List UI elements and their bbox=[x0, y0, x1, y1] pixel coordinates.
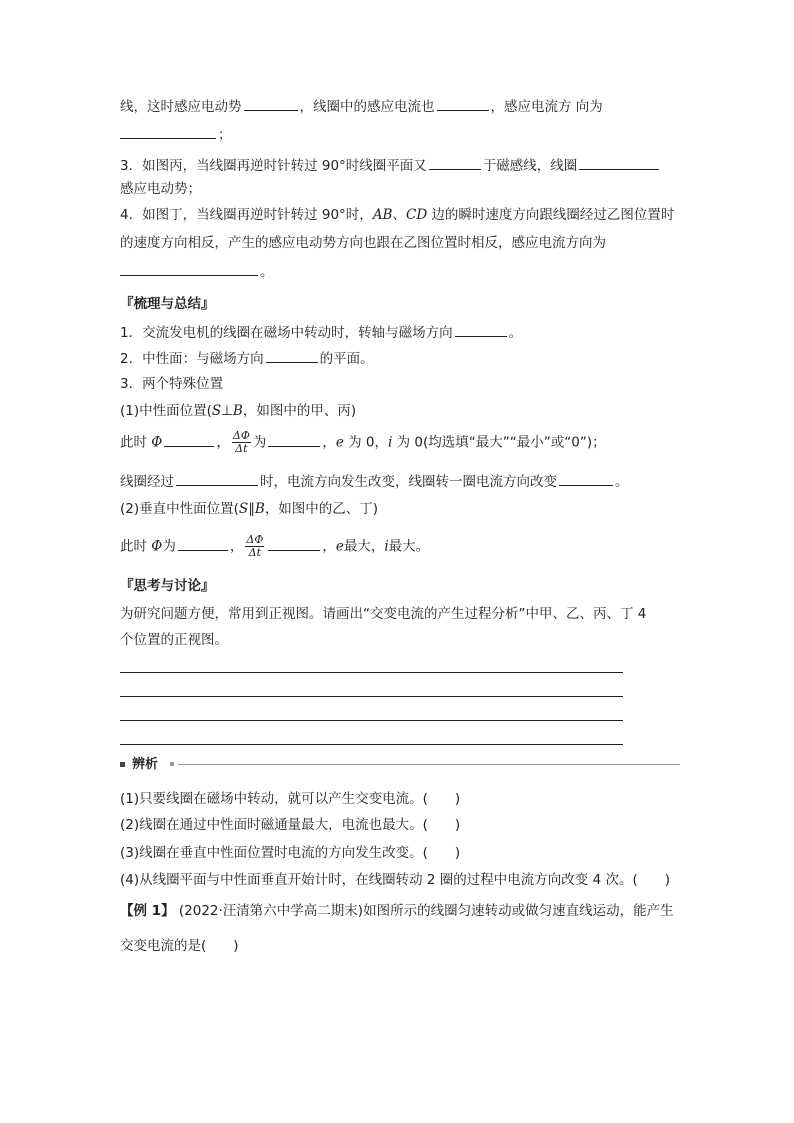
text: 如图所示的线圈匀速转动或做匀速直线运动，能产生 bbox=[363, 903, 674, 919]
text: ； bbox=[218, 127, 232, 143]
text: ΔΦ bbox=[246, 533, 264, 546]
text-line bbox=[120, 96, 603, 117]
dot-icon bbox=[170, 762, 174, 766]
text: B bbox=[254, 501, 265, 517]
text: 2．中性面：与磁场方向 bbox=[120, 351, 264, 367]
text: AB bbox=[372, 207, 393, 223]
text: CD bbox=[405, 207, 428, 223]
text: 4．如图丁，当线圈再逆时针转过 90°时， bbox=[120, 207, 373, 223]
text: 。 bbox=[508, 325, 523, 341]
text: (2)垂直中性面位置( bbox=[120, 501, 239, 517]
judge-item: (1)只要线圈在磁场中转动，就可以产生交变电流。( ) bbox=[120, 791, 461, 807]
answer-blank[interactable] bbox=[268, 432, 320, 447]
example-line bbox=[120, 901, 674, 921]
judge-item: (3)线圈在垂直中性面位置时电流的方向发生改变。( ) bbox=[120, 845, 461, 861]
text: 3．两个特殊位置 bbox=[120, 376, 224, 392]
answer-blank[interactable] bbox=[244, 96, 298, 111]
text: 、 bbox=[392, 207, 406, 223]
text: 最大。 bbox=[388, 538, 430, 555]
text: ，如图中的乙、丁) bbox=[264, 501, 379, 517]
text: i bbox=[384, 538, 389, 555]
fraction bbox=[232, 430, 251, 455]
text: 1．交流发电机的线圈在磁场中转动时，转轴与磁场方向 bbox=[120, 325, 453, 341]
bianxi-divider bbox=[120, 757, 680, 773]
example-source: (2022·汪清第六中学高二期末) bbox=[178, 903, 364, 919]
text-line bbox=[120, 322, 522, 343]
text-line bbox=[120, 401, 356, 421]
text: 的平面。 bbox=[319, 351, 374, 367]
text-line bbox=[120, 179, 201, 199]
text: ， bbox=[229, 538, 244, 555]
answer-line[interactable] bbox=[120, 672, 623, 673]
text-line bbox=[120, 374, 223, 394]
answer-blank[interactable] bbox=[429, 155, 481, 170]
text: e bbox=[335, 538, 344, 555]
text: ∥ bbox=[248, 501, 255, 517]
text: 感应电动势； bbox=[120, 181, 201, 197]
text: 此时 bbox=[120, 434, 152, 451]
text-line bbox=[120, 471, 629, 492]
text: 为研究问题方便，常用到正视图。请画出“交变电流的产生过程分析”中甲、乙、丙、丁 4 bbox=[120, 606, 647, 622]
text: ，如图中的甲、丙) bbox=[242, 403, 357, 419]
text-line bbox=[120, 233, 606, 253]
text: B bbox=[232, 403, 243, 419]
square-bullet-icon bbox=[120, 762, 125, 767]
text-line bbox=[120, 499, 378, 519]
text: ，线圈中的感应电流也 bbox=[299, 99, 435, 115]
text: i bbox=[388, 434, 393, 451]
text-line bbox=[120, 534, 429, 559]
example-tag: 【例 1】 bbox=[120, 903, 175, 919]
text: 于磁感线，线圈 bbox=[482, 158, 578, 174]
text: 线圈经过 bbox=[120, 474, 174, 490]
text: 个位置的正视图。 bbox=[120, 632, 228, 648]
text: 3．如图丙，当线圈再逆时针转过 90°时线圈平面又 bbox=[120, 158, 427, 174]
text-line bbox=[120, 936, 239, 956]
text-line bbox=[120, 430, 606, 455]
answer-blank[interactable] bbox=[266, 348, 318, 363]
text: (1)中性面位置( bbox=[120, 403, 212, 419]
text: 线，这时感应电动势 bbox=[120, 99, 242, 115]
text: ， bbox=[322, 538, 336, 555]
text: ⊥ bbox=[221, 403, 233, 419]
text-line bbox=[120, 630, 228, 650]
text: 为 0(均选填“最大”“最小”或“0”)； bbox=[392, 434, 606, 451]
text: e bbox=[335, 434, 344, 451]
section-heading: 『思考与讨论』 bbox=[120, 578, 215, 594]
text: 为 0， bbox=[343, 434, 389, 451]
text: S bbox=[238, 501, 249, 517]
text: 最大， bbox=[343, 538, 385, 555]
text: 时，电流方向发生改变，线圈转一圈电流方向改变 bbox=[260, 474, 557, 490]
text: 的速度方向相反，产生的感应电动势方向也跟在乙图位置时相反，感应电流方向为 bbox=[120, 235, 606, 251]
answer-blank[interactable] bbox=[559, 471, 613, 486]
section-label: 辨析 bbox=[132, 757, 159, 772]
section-heading: 『梳理与总结』 bbox=[120, 296, 215, 312]
text: 此时 bbox=[120, 538, 152, 555]
answer-line[interactable] bbox=[120, 744, 623, 745]
text-line bbox=[120, 604, 646, 624]
answer-blank[interactable] bbox=[437, 96, 489, 111]
text: Φ bbox=[151, 538, 163, 555]
text: 为 bbox=[252, 434, 267, 451]
text: Δt bbox=[235, 442, 248, 455]
answer-blank[interactable] bbox=[455, 322, 507, 337]
answer-line[interactable] bbox=[120, 696, 623, 697]
answer-blank[interactable] bbox=[164, 432, 214, 447]
text: Φ bbox=[151, 434, 163, 451]
text: ，感应电流方 向为 bbox=[490, 99, 603, 115]
judge-item: (4)从线圈平面与中性面垂直开始计时，在线圈转动 2 圈的过程中电流方向改变 4 次。( ) bbox=[120, 872, 670, 888]
text: S bbox=[211, 403, 222, 419]
answer-line[interactable] bbox=[120, 720, 623, 721]
fraction bbox=[245, 534, 264, 559]
text: ， bbox=[322, 434, 336, 451]
text-line bbox=[120, 124, 232, 145]
text-line bbox=[120, 205, 674, 225]
divider-line bbox=[178, 764, 680, 765]
text: ， bbox=[216, 434, 230, 451]
text: 交变电流的是( ) bbox=[120, 938, 239, 954]
text-line bbox=[120, 348, 374, 369]
text: 。 bbox=[260, 264, 274, 280]
answer-blank[interactable] bbox=[120, 261, 258, 276]
text-line bbox=[120, 155, 661, 176]
answer-blank[interactable] bbox=[176, 471, 258, 486]
answer-blank[interactable] bbox=[579, 155, 659, 170]
text-line bbox=[120, 261, 274, 282]
text: 为 bbox=[162, 538, 176, 555]
answer-blank[interactable] bbox=[120, 124, 216, 139]
judge-item: (2)线圈在通过中性面时磁通量最大，电流也最大。( ) bbox=[120, 817, 461, 833]
answer-blank[interactable] bbox=[268, 536, 320, 551]
text: ΔΦ bbox=[232, 429, 250, 442]
text: 。 bbox=[615, 474, 629, 490]
answer-blank[interactable] bbox=[178, 536, 228, 551]
text: 边的瞬时速度方向跟线圈经过乙图位置时 bbox=[427, 207, 675, 223]
text: Δt bbox=[248, 546, 262, 559]
